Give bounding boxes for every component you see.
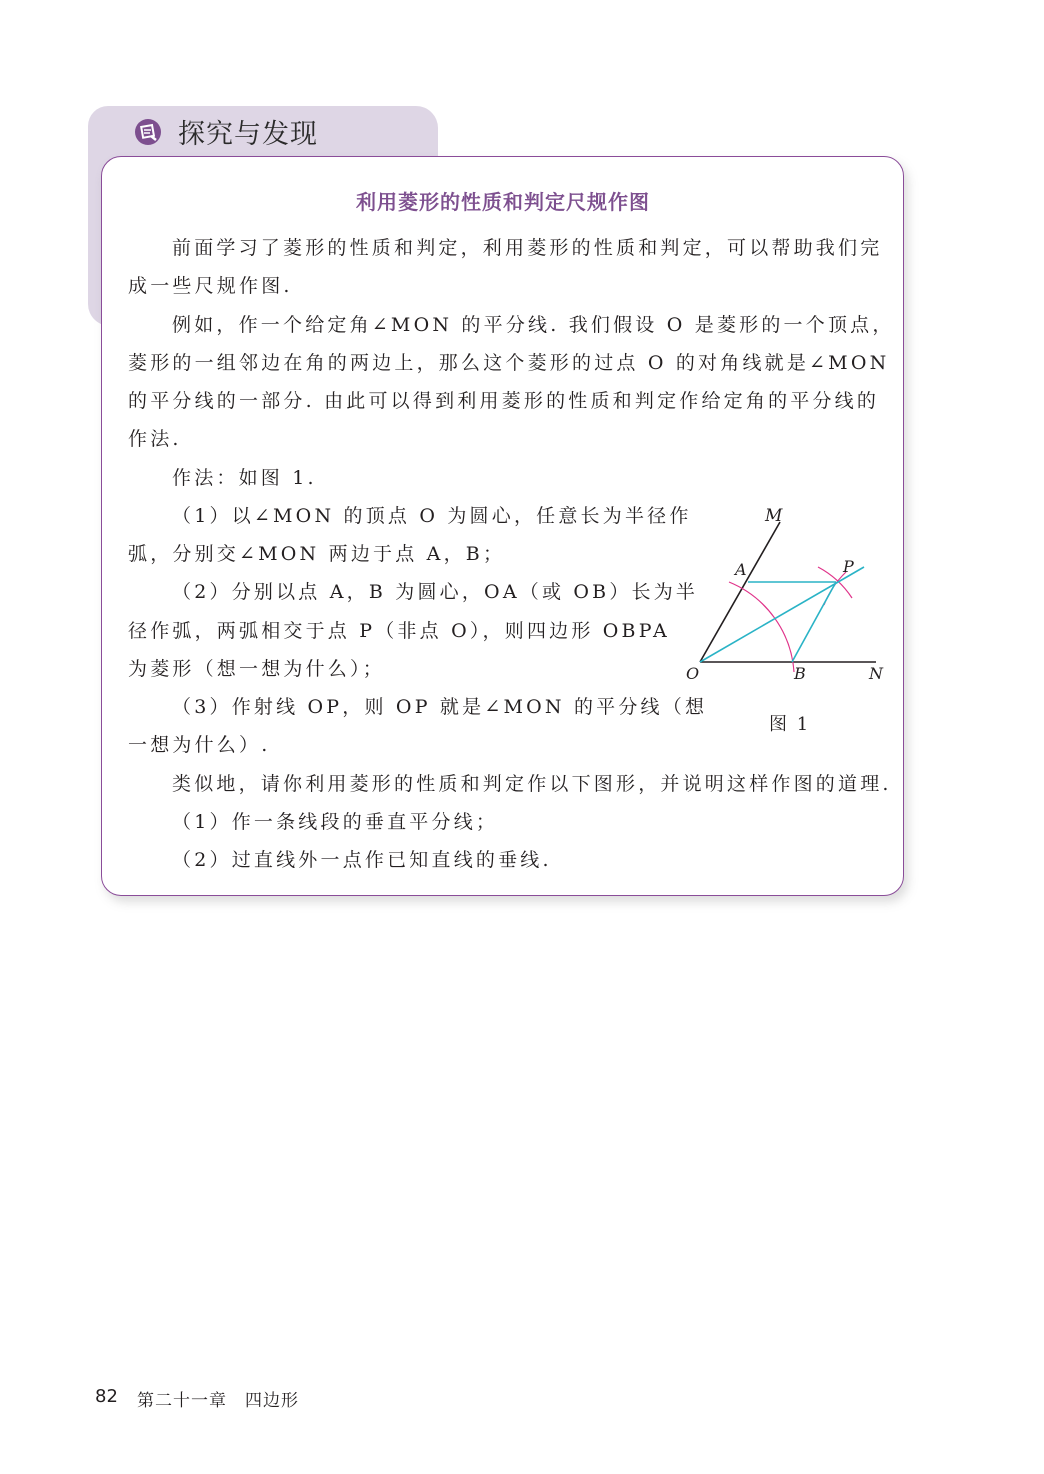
paragraph-line: 径作弧，两弧相交于点 P（非点 O），则四边形 OBPA: [128, 620, 670, 642]
paragraph-line: （2）过直线外一点作已知直线的垂线.: [172, 849, 552, 871]
page-number: 82: [95, 1386, 118, 1407]
paragraph-line: （1）作一条线段的垂直平分线；: [172, 811, 499, 833]
paragraph-line: 菱形的一组邻边在角的两边上，那么这个菱形的过点 O 的对角线就是∠MON: [128, 352, 890, 374]
paragraph-line: 作法：如图 1.: [172, 467, 317, 489]
angle-bisector-figure: [684, 500, 890, 700]
side-bp: [792, 582, 836, 662]
paragraph-line: 的平分线的一部分. 由此可以得到利用菱形的性质和判定作给定角的平分线的: [128, 390, 880, 412]
paragraph-line: 一想为什么）.: [128, 734, 271, 756]
paragraph-line: 类似地，请你利用菱形的性质和判定作以下图形，并说明这样作图的道理.: [172, 773, 892, 795]
paragraph-line: 前面学习了菱形的性质和判定，利用菱形的性质和判定，可以帮助我们完: [172, 237, 883, 259]
paragraph-line: （2）分别以点 A，B 为圆心，OA（或 OB）长为半: [172, 581, 699, 603]
label-a: A: [735, 560, 747, 579]
magnifier-icon: [134, 118, 162, 146]
ray-om: [700, 522, 780, 662]
paragraph-line: 作法.: [128, 428, 182, 450]
paragraph-line: 为菱形（想一想为什么）；: [128, 658, 385, 680]
paragraph-line: （1）以∠MON 的顶点 O 为圆心，任意长为半径作: [172, 505, 692, 527]
label-n: N: [869, 664, 883, 683]
label-p: P: [843, 557, 854, 576]
card-title: 利用菱形的性质和判定尺规作图: [356, 190, 650, 214]
paragraph-line: 成一些尺规作图.: [128, 275, 293, 297]
paragraph-line: （3）作射线 OP，则 OP 就是∠MON 的平分线（想: [172, 696, 708, 718]
label-m: M: [765, 506, 783, 526]
label-o: O: [686, 664, 700, 683]
paragraph-line: 例如，作一个给定角∠MON 的平分线. 我们假设 O 是菱形的一个顶点，: [172, 314, 895, 336]
section-title: 探究与发现: [178, 119, 318, 150]
paragraph-line: 弧，分别交∠MON 两边于点 A，B；: [128, 543, 506, 565]
label-b: B: [794, 664, 806, 683]
chapter-label: 第二十一章 四边形: [137, 1391, 299, 1411]
figure-caption: 图 1: [769, 714, 811, 735]
